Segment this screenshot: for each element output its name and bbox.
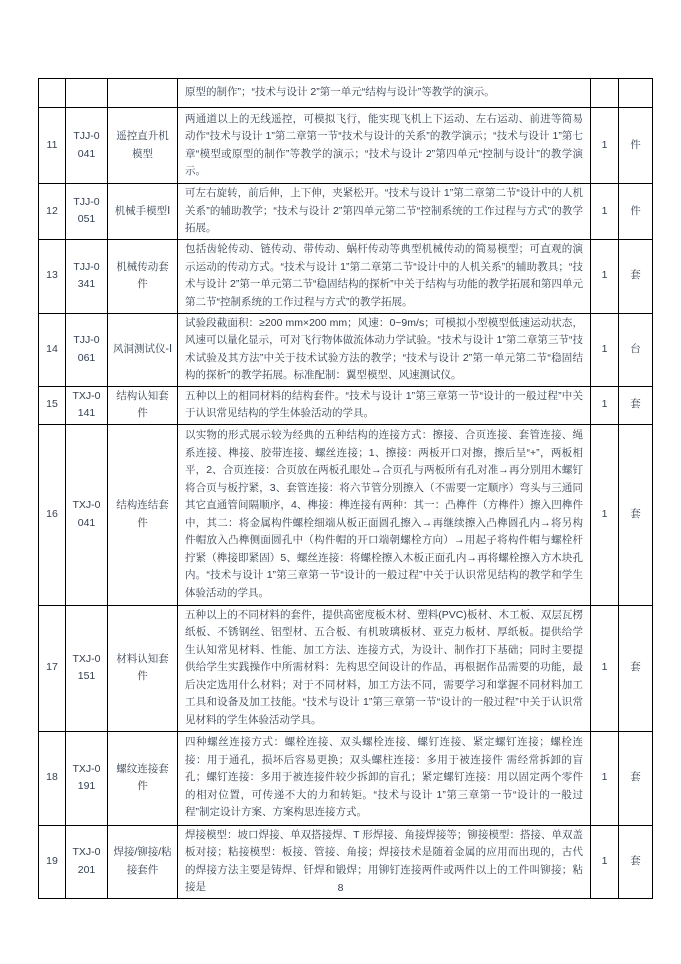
unit-cell: 套 <box>619 731 653 825</box>
table-row <box>39 108 653 184</box>
quantity-cell: 1 <box>591 424 619 605</box>
item-name-cell: 结构连结套件 <box>108 424 178 605</box>
row-number-cell: 13 <box>39 239 66 313</box>
row-number-cell: 14 <box>39 313 66 386</box>
item-code-cell: TXJ-0 151 <box>66 605 108 731</box>
item-code-cell: TJJ-0 041 <box>66 108 108 184</box>
table-row <box>39 731 653 825</box>
quantity-cell: 1 <box>591 731 619 825</box>
table-row <box>39 239 653 313</box>
item-code-cell: TJJ-0 051 <box>66 184 108 240</box>
row-number-cell: 11 <box>39 108 66 184</box>
equipment-table <box>38 78 653 899</box>
quantity-cell: 1 <box>591 239 619 313</box>
item-code-cell: TJJ-0 061 <box>66 313 108 386</box>
item-code-cell <box>66 79 108 108</box>
item-description-cell: 试验段截面积：≥200 mm×200 mm；风速：0~9m/s；可模拟小型模型低速运动状态，风速可以量化显示，可对飞行物体做流体动力学试验。“技术与设计 1”第二章第三节“技术试验及其方法”中关于技术试验方法的教学；“技术与设计 2”第一单元第二节“稳固结构的探析”的教学拓展。标准配制：翼型模型、风速测试仪。 <box>178 313 591 386</box>
unit-cell: 套 <box>619 825 653 898</box>
unit-cell: 套 <box>619 605 653 731</box>
quantity-cell: 1 <box>591 825 619 898</box>
item-description-cell: 可左右旋转，前后伸，上下伸，夹紧松开。“技术与设计 1”第二章第二节“设计中的人机关系”的辅助教学；“技术与设计 2”第四单元第二节“控制系统的工作过程与方式”的教学拓展。 <box>178 184 591 240</box>
row-number-cell <box>39 79 66 108</box>
item-name-cell: 材料认知套件 <box>108 605 178 731</box>
item-description-cell: 五种以上的不同材料的套件，提供高密度板木材、塑料(PVC)板材、木工板、双层瓦楞纸板、不锈钢丝、铝型材、五合板、有机玻璃板材、亚克力板材、厚纸板。提供给学生认知常见材料、性能、加工方法、连接方式，为设计、制作打下基础；同时主要提供给学生实践操作中所需材料：先构思空间设计的作品，再根据作品需要的功能，最后决定选用什么材料；对于不同材料，加工方法不同，需要学习和掌握不同材料加工工具和设备及加工技能。“技术与设计 1”第三章第一节“设计的一般过程”中关于认识常见材料的学生体验活动学具。 <box>178 605 591 731</box>
row-number-cell: 19 <box>39 825 66 898</box>
item-description-cell: 四种螺丝连接方式：螺栓连接、双头螺栓连接、螺钉连接、紧定螺钉连接；螺栓连接：用于通孔，损坏后容易更换；双头螺柱连接：多用于被连接件 需经常拆卸的盲孔；螺钉连接：多用于被连接件较少拆卸的盲孔；紧定螺钉连接：用以固定两个零件的相对位置，可传递不大的力和转矩。“技术与设计 1”第三章第一节“设计的一般过程”制定设计方案、方案构思连接方式。 <box>178 731 591 825</box>
table-row <box>39 605 653 731</box>
table-row <box>39 313 653 386</box>
quantity-cell: 1 <box>591 386 619 424</box>
unit-cell <box>619 79 653 108</box>
item-name-cell <box>108 79 178 108</box>
item-name-cell: 风洞测试仪-Ⅰ <box>108 313 178 386</box>
row-number-cell: 12 <box>39 184 66 240</box>
table-row <box>39 424 653 605</box>
item-code-cell: TXJ-0 201 <box>66 825 108 898</box>
item-name-cell: 焊接/铆接/粘接套件 <box>108 825 178 898</box>
item-description-cell: 两通道以上的无线遥控，可模拟飞行，能实现飞机上下运动、左右运动、前进等简易动作“技术与设计 1”第二章第一节“技术与设计的关系”的教学演示；“技术与设计 1”第七章“模型或原型的制作”等教学的演示；“技术与设计 2”第四单元“控制与设计”的教学演示。 <box>178 108 591 184</box>
unit-cell: 套 <box>619 424 653 605</box>
item-description-cell: 焊接模型：坡口焊接、单双搭接焊、T 形焊接、角接焊接等；铆接模型：搭接、单双盖板对接；粘接模型：板接、管接、角接；焊接技术是随着金属的应用而出现的，古代的焊接方法主要是铸焊、钎焊和锻焊；用铆钉连接两件或两件以上的工件叫铆接；粘接是 <box>178 825 591 898</box>
item-code-cell: TXJ-0 191 <box>66 731 108 825</box>
item-name-cell: 机械传动套件 <box>108 239 178 313</box>
quantity-cell <box>591 79 619 108</box>
item-description-cell: 包括齿轮传动、链传动、带传动、蜗杆传动等典型机械传动的简易模型；可直观的演示运动的传动方式。“技术与设计 1”第二章第二节“设计中的人机关系”的辅助教具；“技术与设计 2”第一单元第二节“稳固结构的探析”中关于结构与功能的教学拓展和第四单元第二节“控制系统的工作过程与方式”的教学拓展。 <box>178 239 591 313</box>
quantity-cell: 1 <box>591 605 619 731</box>
item-code-cell: TXJ-0 041 <box>66 424 108 605</box>
row-number-cell: 17 <box>39 605 66 731</box>
row-number-cell: 15 <box>39 386 66 424</box>
item-description-cell: 原型的制作”；“技术与设计 2”第一单元“结构与设计”等教学的演示。 <box>178 79 591 108</box>
unit-cell: 套 <box>619 386 653 424</box>
item-description-cell: 五种以上的相同材料的结构套件。“技术与设计 1”第三章第一节“设计的一般过程”中关于认识常见结构的学生体验活动的学具。 <box>178 386 591 424</box>
quantity-cell: 1 <box>591 313 619 386</box>
table-row <box>39 79 653 108</box>
item-code-cell: TXJ-0 141 <box>66 386 108 424</box>
table-row <box>39 386 653 424</box>
quantity-cell: 1 <box>591 184 619 240</box>
item-name-cell: 机械手模型Ⅰ <box>108 184 178 240</box>
unit-cell: 台 <box>619 313 653 386</box>
quantity-cell: 1 <box>591 108 619 184</box>
item-description-cell: 以实物的形式展示较为经典的五种结构的连接方式：擦接、合页连接、套管连接、绳系连接、榫接、胶带连接、螺丝连接；1、擦接：两板开口对擦，擦后呈“+”，两板相平，2、合页连接：合页放在两板孔眼处→合页孔与两板所有孔对准→再分别用木螺钉将合页与板拧紧，3、套管连接：将六节管分别擦入（不需要一定顺序）弯头与三通同其它直通管间隔顺序，4、榫接：榫连接有两种：其一：凸榫件（方榫件）擦入凹榫件中，其二：将金属构件螺栓细端从板正面圆孔擦入→再继续擦入凸榫圆孔内→将另构件帽放入凸榫侧面圆孔中（构件帽的开口端朝螺栓方向）→用起子将构件帽与螺栓杆拧紧（榫接即紧固）5、螺丝连接：将螺栓擦入木板正面孔内→再将螺栓擦入方木块孔内。“技术与设计 1”第三章第一节“设计的一般过程”中关于认识常见结构的教学和学生体验活动的学具。 <box>178 424 591 605</box>
item-code-cell: TJJ-0 341 <box>66 239 108 313</box>
row-number-cell: 16 <box>39 424 66 605</box>
item-name-cell: 遥控直升机模型 <box>108 108 178 184</box>
table-row <box>39 184 653 240</box>
unit-cell: 件 <box>619 108 653 184</box>
page-number: 8 <box>337 882 344 894</box>
item-name-cell: 螺纹连接套件 <box>108 731 178 825</box>
row-number-cell: 18 <box>39 731 66 825</box>
unit-cell: 套 <box>619 239 653 313</box>
item-name-cell: 结构认知套件 <box>108 386 178 424</box>
unit-cell: 件 <box>619 184 653 240</box>
